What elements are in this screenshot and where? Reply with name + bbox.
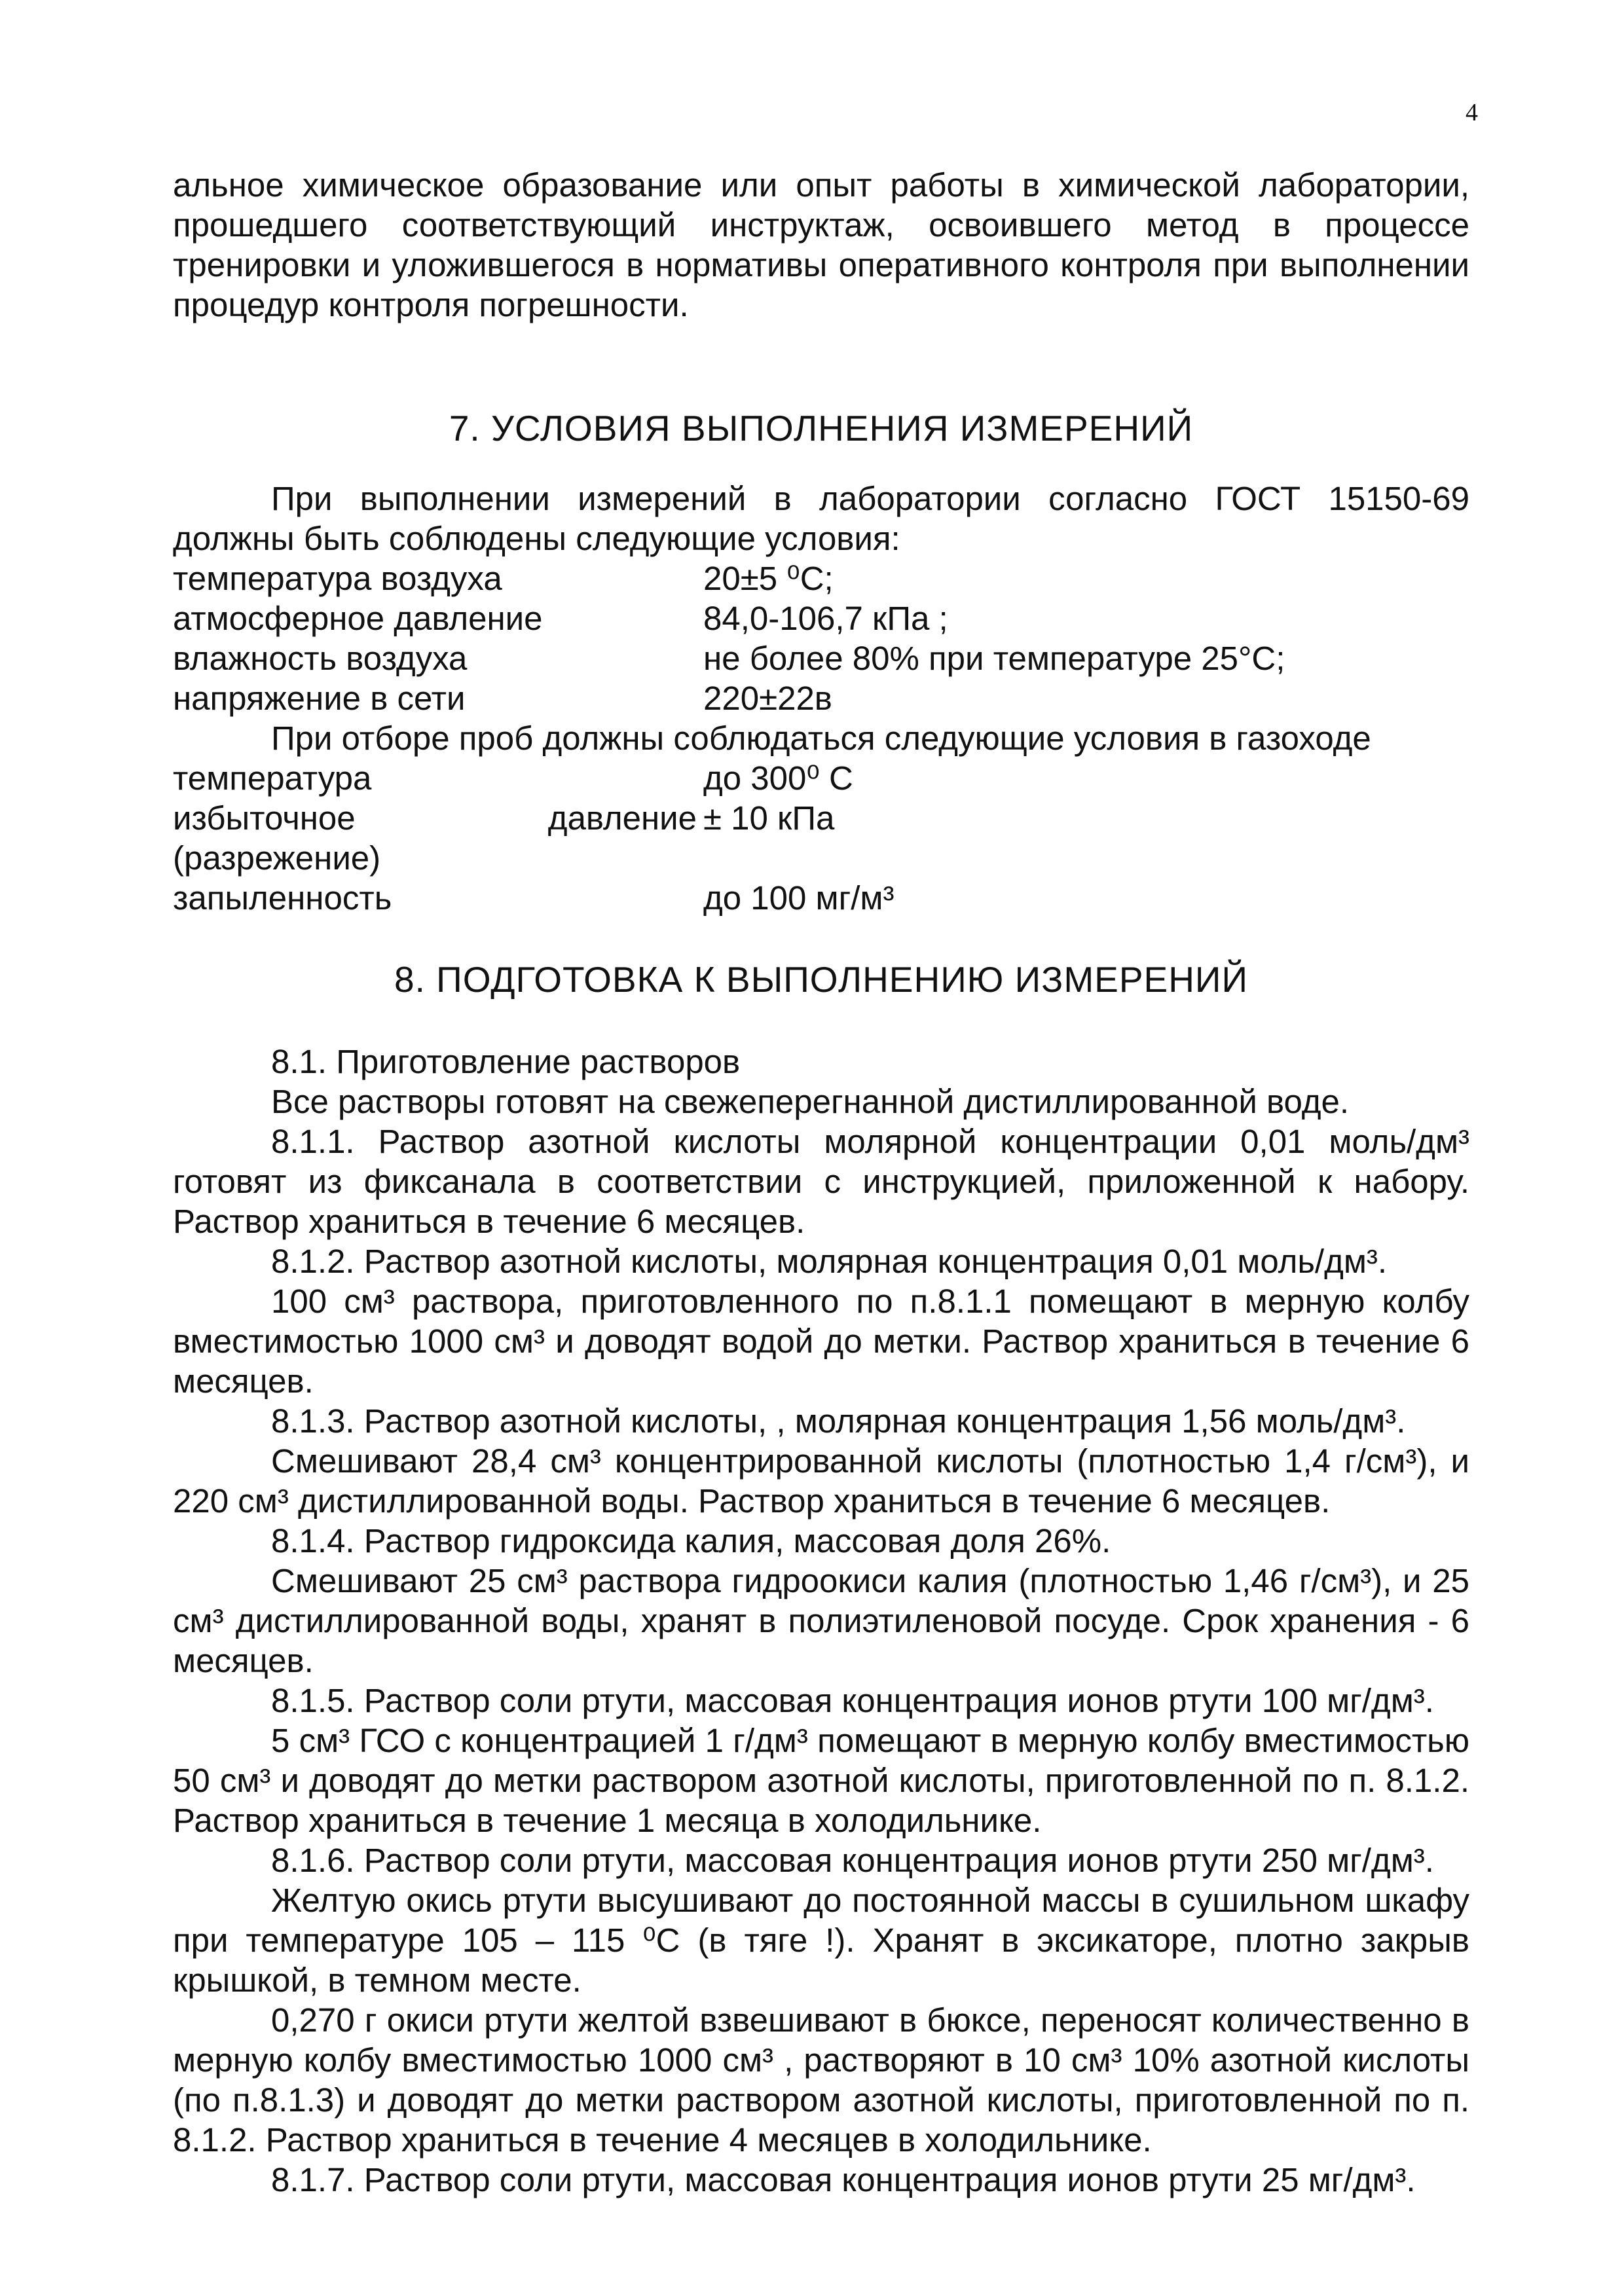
paragraph: 8.1. Приготовление растворов [271,1043,741,1080]
condition-value: 20±5 ⁰С; [703,560,834,597]
document-body [173,165,1469,2200]
paragraph: Смешивают 25 см³ раствора гидроокиси калия (плотностью 1,46 г/см³), и 25 см³ дистиллированной воды, хранят в полиэтиленовой посуде. Срок хранения - 6 месяцев. [173,1562,1469,1679]
paragraph: 8.1.5. Раствор соли ртути, массовая концентрация ионов ртути 100 мг/дм³. [271,1682,1434,1719]
paragraph: 8.1.3. Раствор азотной кислоты, , молярная концентрация 1,56 моль/дм³. [271,1402,1406,1440]
section-7-heading: 7. УСЛОВИЯ ВЫПОЛНЕНИЯ ИЗМЕРЕНИЙ [449,408,1194,448]
sampling-conditions-intro: При отборе проб должны соблюдаться следующие условия в газоходе [271,720,1371,757]
paragraph: Все растворы готовят на свежеперегнанной дистиллированной воде. [271,1083,1350,1120]
condition-label: температура [173,759,372,797]
condition-value: до 100 мг/м³ [703,879,895,917]
condition-value: не более 80% при температуре 25°С; [703,640,1285,677]
condition-label: атмосферное давление [173,600,543,637]
paragraph: Смешивают 28,4 см³ концентрированной кислоты (плотностью 1,4 г/см³), и 220 см³ дистиллированной воды. Раствор храниться в течение 6 месяцев. [173,1442,1469,1520]
condition-row [173,758,1469,798]
condition-row [173,558,1469,598]
sampling-conditions-table [173,758,1469,918]
condition-label: запыленность [173,879,392,917]
condition-value: 220±22в [703,680,832,717]
section-8-heading: 8. ПОДГОТОВКА К ВЫПОЛНЕНИЮ ИЗМЕРЕНИЙ [394,959,1248,1000]
paragraph: 8.1.7. Раствор соли ртути, массовая концентрация ионов ртути 25 мг/дм³. [271,2161,1416,2198]
lab-conditions-intro: При выполнении измерений в лаборатории согласно ГОСТ 15150-69 должны быть соблюдены следующие условия: [173,480,1469,557]
condition-label: влажность воздуха [173,640,468,677]
condition-label: напряжение в сети [173,680,466,717]
paragraph: 5 см³ ГСО с концентрацией 1 г/дм³ помещают в мерную колбу вместимостью 50 см³ и доводят до метки раствором азотной кислоты, приготовленной по п. 8.1.2. Раствор храниться в течение 1 месяца в холодильнике. [173,1722,1469,1839]
condition-row [173,678,1469,718]
paragraph: 100 см³ раствора, приготовленного по п.8.1.1 помещают в мерную колбу вместимостью 1000 см³ и доводят водой до метки. Раствор храниться в течение 6 месяцев. [173,1283,1469,1400]
intro-paragraph: альное химическое образование или опыт работы в химической лаборатории, прошедшего соответствующий инструктаж, освоившего метод в процессе тренировки и уложившегося в нормативы оперативного контроля при выполнении процедур контроля погрешности. [173,166,1469,323]
paragraph: 8.1.4. Раствор гидроксида калия, массовая доля 26%. [271,1522,1111,1559]
condition-row [173,638,1469,678]
lab-conditions-table [173,558,1469,718]
condition-label: избыточное давление (разрежение) [173,799,697,877]
condition-row [173,798,1469,878]
paragraph: 8.1.6. Раствор соли ртути, массовая концентрация ионов ртути 250 мг/дм³. [271,1842,1434,1879]
paragraph: Желтую окись ртути высушивают до постоянной массы в сушильном шкафу при температуре 105 – 115 ⁰С (в тяге !). Хранят в эксикаторе, плотно закрыв крышкой, в темном месте. [173,1882,1469,1999]
paragraph: 0,270 г окиси ртути желтой взвешивают в бюксе, переносят количественно в мерную колбу вместимостью 1000 см³ , растворяют в 10 см³ 10% азотной кислоты (по п.8.1.3) и доводят до метки раствором азотной кислоты, приготовленной по п. 8.1.2. Раствор храниться в течение 4 месяцев в холодильнике. [173,2001,1469,2159]
condition-label: температура воздуха [173,560,502,597]
paragraph: 8.1.2. Раствор азотной кислоты, молярная концентрация 0,01 моль/дм³. [271,1243,1388,1280]
condition-value: до 300⁰ С [703,759,853,797]
paragraph: 8.1.1. Раствор азотной кислоты молярной концентрации 0,01 моль/дм³ готовят из фиксанала в соответствии с инструкцией, приложенной к набору. Раствор храниться в течение 6 месяцев. [173,1123,1469,1240]
condition-row [173,598,1469,638]
condition-row [173,878,1469,918]
page-number: 4 [1466,99,1478,126]
condition-value: 84,0-106,7 кПа ; [703,600,948,637]
condition-value: ± 10 кПа [703,799,835,837]
